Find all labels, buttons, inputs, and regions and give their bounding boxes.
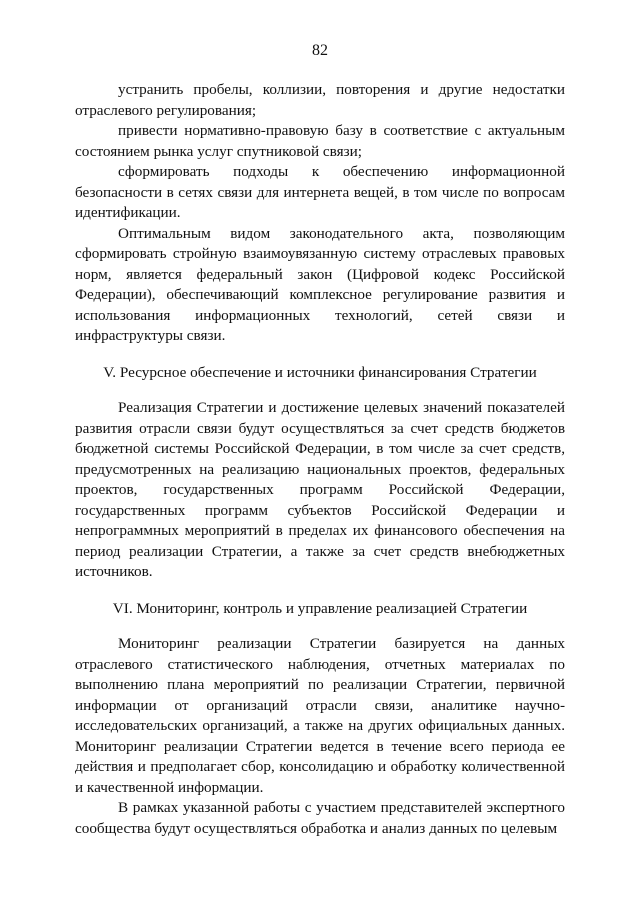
section-heading-v: V. Ресурсное обеспечение и источники финансирования Стратегии	[103, 363, 537, 381]
spacer	[75, 347, 565, 363]
paragraph: сформировать подходы к обеспечению информационной безопасности в сетях связи для интернета вещей, в том числе по вопросам идентификации.	[75, 163, 565, 221]
paragraph: Реализация Стратегии и достижение целевых значений показателей развития отрасли связи будут осуществляться за счет средств бюджетов бюджетной системы Российской Федерации, в том числе за счет средств, предусмотренных на реализацию национальных проектов, федеральных проектов, государственных программ Российской Федерации, государственных программ субъектов Российской Федерации и непрограммных мероприятий в пределах их финансового обеспечения на период реализации Стратегии, а также за счет средств внебюджетных источников.	[75, 399, 565, 580]
paragraph: устранить пробелы, коллизии, повторения и другие недостатки отраслевого регулирования;	[75, 81, 565, 119]
paragraph: привести нормативно-правовую базу в соответствие с актуальным состоянием рынка услуг спутниковой связи;	[75, 122, 565, 160]
document-body	[75, 80, 565, 839]
paragraph: В рамках указанной работы с участием представителей экспертного сообщества будут осуществляться обработка и анализ данных по целевым	[75, 799, 565, 837]
page-number: 82	[312, 42, 328, 59]
paragraph: Оптимальным видом законодательного акта, позволяющим сформировать стройную взаимоувязанную систему отраслевых правовых норм, является федеральный закон (Цифровой кодекс Российской Федерации), обеспечивающий комплексное регулирование развития и использования информационных технологий, сетей связи и инфраструктуры связи.	[75, 224, 565, 344]
spacer	[75, 583, 565, 599]
spacer	[75, 383, 565, 398]
paragraph: Мониторинг реализации Стратегии базируется на данных отраслевого статистического наблюдения, отчетных материалах по выполнению плана мероприятий по реализации Стратегии, первичной информации от организаций отрасли связи, аналитике научно-исследовательских организаций, а также на других официальных данных. Мониторинг реализации Стратегии ведется в течение всего периода ее действия и предполагает сбор, консолидацию и обработку количественной и качественной информации.	[75, 635, 565, 796]
section-heading-vi: VI. Мониторинг, контроль и управление реализацией Стратегии	[112, 599, 528, 617]
spacer	[75, 619, 565, 634]
